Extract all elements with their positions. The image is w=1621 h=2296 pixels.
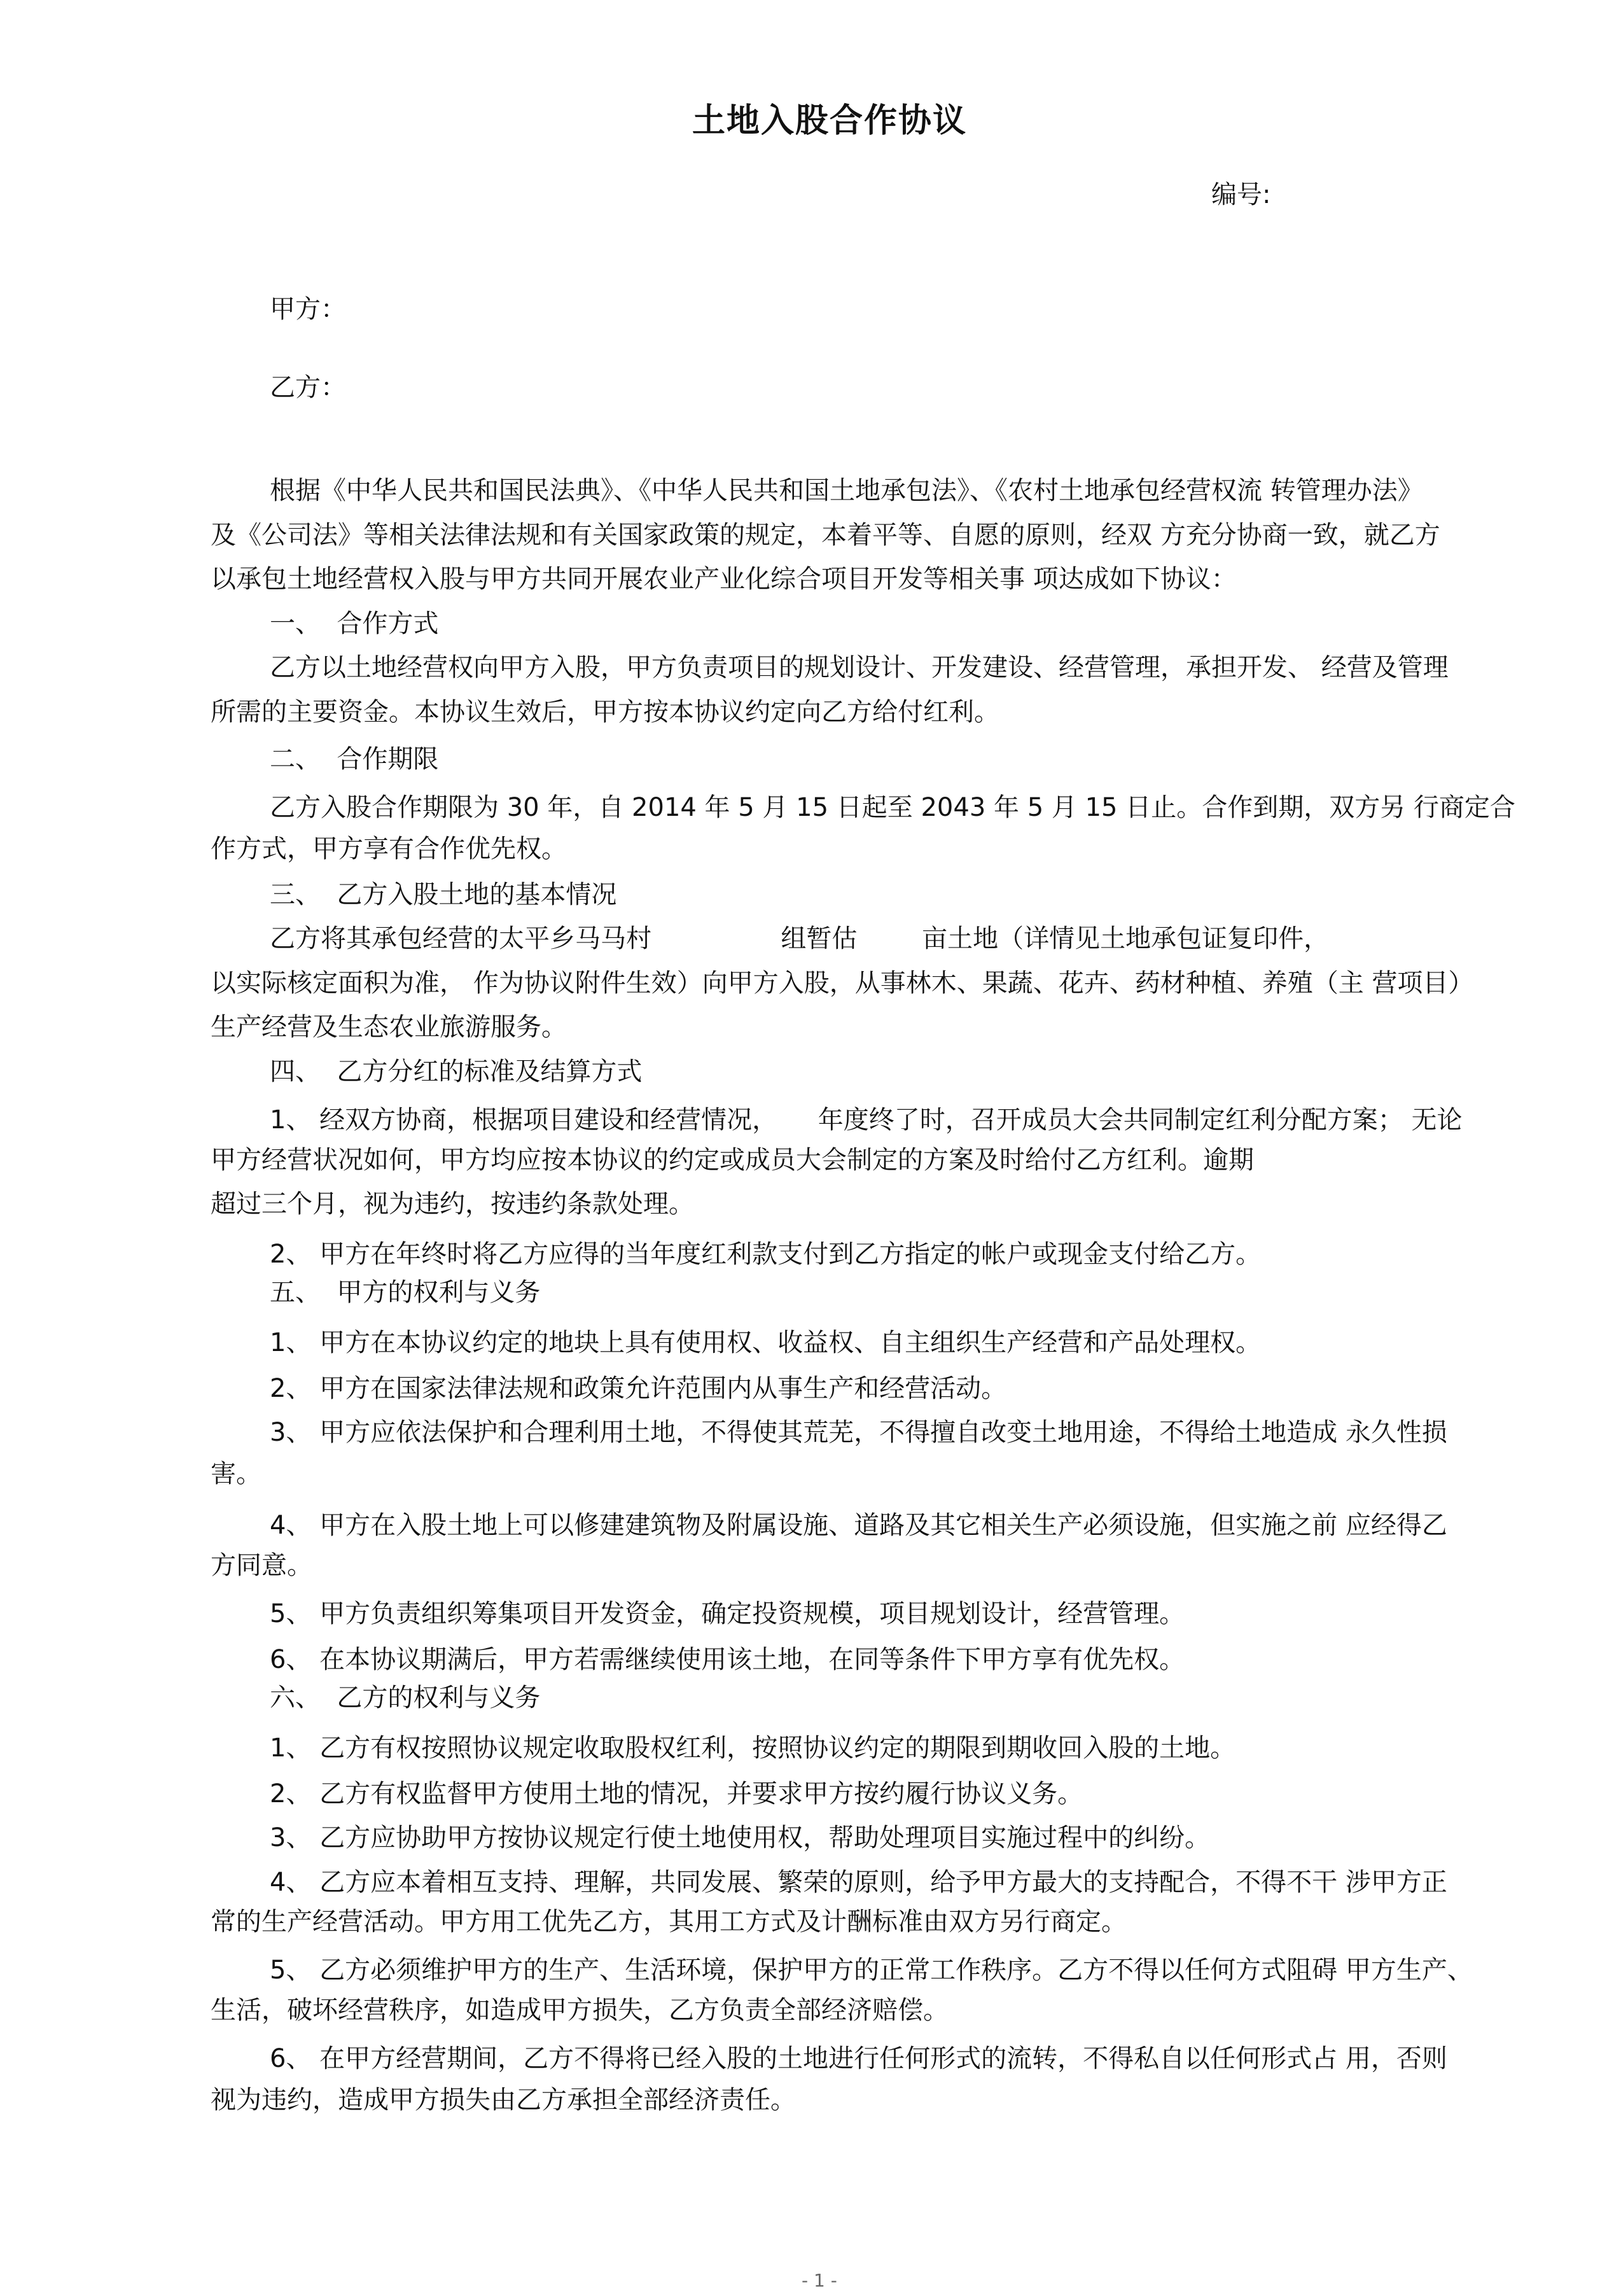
body-text-line: 生产经营及生态农业旅游服务。 [211, 1012, 567, 1042]
body-text-line: 根据《中华人民共和国民法典》、《中华人民共和国土地承包法》、《农村土地承包经营权流 转管理办法》 [270, 476, 1423, 505]
body-text-line: 乙方入股合作期限为 30 年，自 2014 年 5 月 15 日起至 2043 年 5 月 15 日止。合作到期，双方另 行商定合 [270, 793, 1515, 822]
body-text-line: 乙方以土地经营权向甲方入股，甲方负责项目的规划设计、开发建设、经营管理，承担开发、 经营及管理 [270, 653, 1449, 682]
body-text-line: 6、 在本协议期满后，甲方若需继续使用该土地，在同等条件下甲方享有优先权。 [270, 1645, 1185, 1674]
party-b-label: 乙方： [270, 373, 346, 402]
body-text-line: 6、 在甲方经营期间，乙方不得将已经入股的土地进行任何形式的流转，不得私自以任何形式占 用，否则 [270, 2044, 1447, 2073]
section-heading: 五、 甲方的权利与义务 [270, 1278, 541, 1307]
body-text-line: 视为违约，造成甲方损失由乙方承担全部经济责任。 [211, 2085, 796, 2115]
body-text-line: 1、 经双方协商，根据项目建设和经营情况， 年度终了时，召开成员大会共同制定红利分配方案； 无论 [270, 1105, 1463, 1135]
section-heading: 四、 乙方分红的标准及结算方式 [270, 1057, 643, 1086]
body-text-line: 常的生产经营活动。甲方用工优先乙方，其用工方式及计酬标准由双方另行商定。 [211, 1907, 1127, 1936]
body-text-line: 1、 乙方有权按照协议规定收取股权红利，按照协议约定的期限到期收回入股的土地。 [270, 1733, 1236, 1763]
body-text-line: 3、 甲方应依法保护和合理利用土地，不得使其荒芜，不得擅自改变土地用途，不得给土地造成 永久性损 [270, 1418, 1447, 1447]
body-text-line: 生活，破坏经营秩序，如造成甲方损失，乙方负责全部经济赔偿。 [211, 1996, 949, 2025]
section-heading: 二、 合作期限 [270, 745, 439, 774]
body-text-line: 作方式，甲方享有合作优先权。 [211, 834, 567, 864]
body-text-line: 1、 甲方在本协议约定的地块上具有使用权、收益权、自主组织生产经营和产品处理权。 [270, 1328, 1262, 1357]
section-heading: 一、 合作方式 [270, 609, 439, 638]
section-heading: 六、 乙方的权利与义务 [270, 1683, 541, 1712]
body-text-line: 5、 甲方负责组织筹集项目开发资金，确定投资规模，项目规划设计，经营管理。 [270, 1599, 1185, 1628]
body-text-line: 超过三个月，视为违约，按违约条款处理。 [211, 1189, 694, 1219]
body-text-line: 方同意。 [211, 1551, 312, 1580]
body-text-line: 及《公司法》等相关法律法规和有关国家政策的规定，本着平等、自愿的原则，经双 方充分协商一致，就乙方 [211, 521, 1440, 550]
body-text-line: 以承包土地经营权入股与甲方共同开展农业产业化综合项目开发等相关事 项达成如下协议： [211, 564, 1237, 594]
document-title: 土地入股合作协议 [692, 102, 968, 140]
party-a-label: 甲方： [270, 295, 346, 324]
body-text-line: 所需的主要资金。本协议生效后，甲方按本协议约定向乙方给付红利。 [211, 697, 999, 727]
body-text-line: 以实际核定面积为准， 作为协议附件生效）向甲方入股，从事林木、果蔬、花卉、药材种植、养殖（主 营项目） [211, 969, 1474, 998]
body-text-line: 3、 乙方应协助甲方按协议规定行使土地使用权，帮助处理项目实施过程中的纠纷。 [270, 1823, 1211, 1852]
page-number: - 1 - [802, 2270, 837, 2291]
body-text-line: 4、 甲方在入股土地上可以修建建筑物及附属设施、道路及其它相关生产必须设施，但实施之前 应经得乙 [270, 1511, 1447, 1540]
contract-number-label: 编号: [1211, 180, 1271, 209]
body-text-line: 2、 乙方有权监督甲方使用土地的情况，并要求甲方按约履行协议义务。 [270, 1779, 1083, 1809]
body-text-line: 害。 [211, 1459, 261, 1488]
body-text-line: 乙方将其承包经营的太平乡马马村 组暂估 亩土地（详情见土地承包证复印件， [270, 924, 1330, 953]
body-text-line: 2、 甲方在年终时将乙方应得的当年度红利款支付到乙方指定的帐户或现金支付给乙方。 [270, 1240, 1262, 1269]
section-heading: 三、 乙方入股土地的基本情况 [270, 880, 617, 909]
body-text-line: 4、 乙方应本着相互支持、理解，共同发展、繁荣的原则，给予甲方最大的支持配合，不得不干 涉甲方正 [270, 1868, 1447, 1897]
body-text-line: 甲方经营状况如何，甲方均应按本协议的约定或成员大会制定的方案及时给付乙方红利。逾期 [211, 1145, 1254, 1175]
body-text-line: 2、 甲方在国家法律法规和政策允许范围内从事生产和经营活动。 [270, 1374, 1007, 1403]
body-text-line: 5、 乙方必须维护甲方的生产、生活环境，保护甲方的正常工作秩序。乙方不得以任何方式阻碍 甲方生产、 [270, 1956, 1473, 1985]
